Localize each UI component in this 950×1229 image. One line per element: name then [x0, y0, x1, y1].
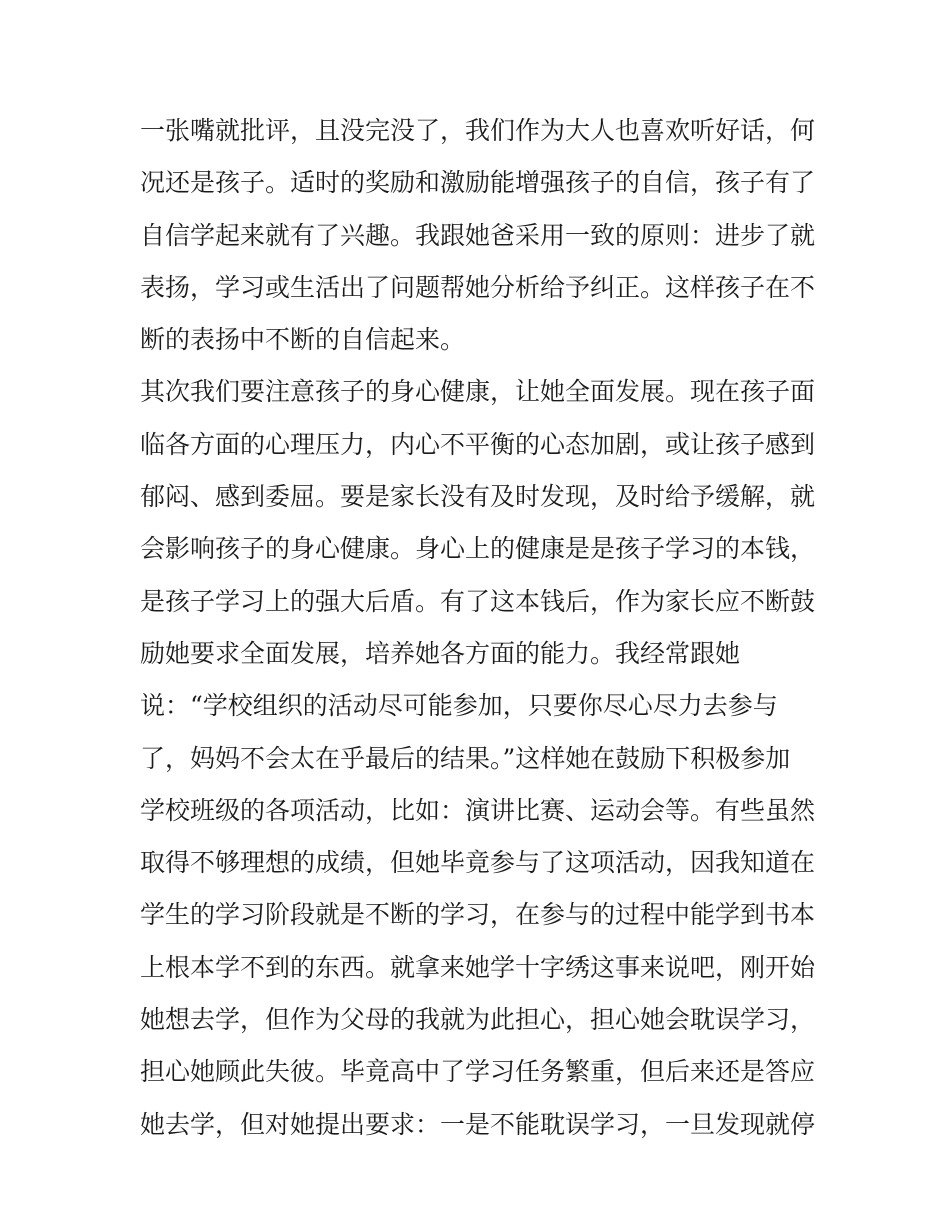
text-line: 一张嘴就批评，且没完没了，我们作为大人也喜欢听好话，何	[140, 116, 816, 145]
text-line: 自信学起来就有了兴趣。我跟她爸采用一致的原则：进步了就	[140, 220, 816, 250]
text-line: 会影响孩子的身心健康。身心上的健康是是孩子学习的本钱，	[140, 534, 816, 564]
body-text	[140, 105, 820, 1151]
text-line: 况还是孩子。适时的奖励和激励能增强孩子的自信，孩子有了	[140, 168, 816, 198]
text-line: 学生的学习阶段就是不断的学习，在参与的过程中能学到书本	[140, 900, 816, 930]
text-line: 上根本学不到的东西。就拿来她学十字绣这事来说吧，刚开始	[140, 952, 816, 982]
text-line: 说：“学校组织的活动尽可能参加，只要你尽心尽力去参与	[140, 691, 778, 721]
text-line: 担心她顾此失彼。毕竟高中了学习任务繁重，但后来还是答应	[140, 1057, 816, 1087]
text-line: 临各方面的心理压力，内心不平衡的心态加剧，或让孩子感到	[140, 429, 816, 459]
text-line: 她想去学，但作为父母的我就为此担心，担心她会耽误学习，	[140, 1005, 816, 1035]
text-line: 取得不够理想的成绩，但她毕竟参与了这项活动，因我知道在	[140, 848, 816, 878]
text-line: 郁闷、感到委屈。要是家长没有及时发现，及时给予缓解，就	[140, 482, 816, 512]
text-line: 她去学，但对她提出要求：一是不能耽误学习，一旦发现就停	[140, 1109, 816, 1139]
text-line: 其次我们要注意孩子的身心健康，让她全面发展。现在孩子面	[140, 377, 816, 407]
text-line: 表扬，学习或生活出了问题帮她分析给予纠正。这样孩子在不	[140, 272, 816, 302]
text-line: 了，妈妈不会太在乎最后的结果。”这样她在鼓励下积极参加	[140, 743, 791, 773]
text-line: 励她要求全面发展，培养她各方面的能力。我经常跟她	[140, 638, 741, 668]
text-line: 学校班级的各项活动，比如：演讲比赛、运动会等。有些虽然	[140, 795, 816, 825]
text-line: 断的表扬中不断的自信起来。	[140, 325, 466, 355]
text-line: 是孩子学习上的强大后盾。有了这本钱后，作为家长应不断鼓	[140, 586, 816, 616]
